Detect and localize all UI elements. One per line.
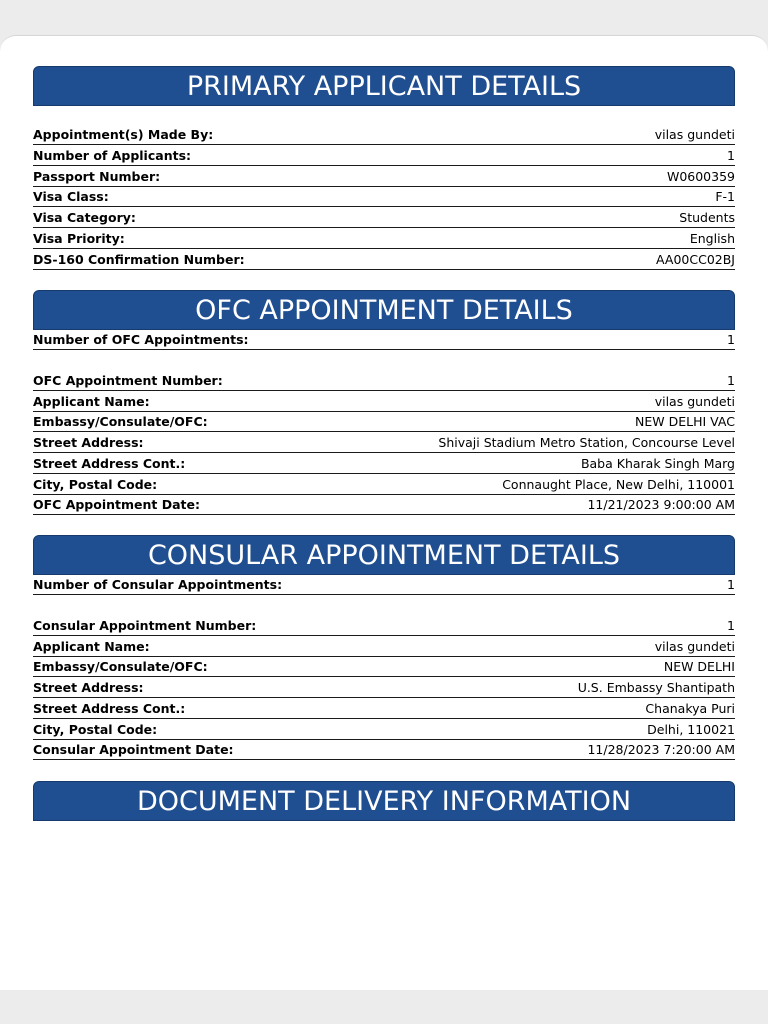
ofc-row-applicant-name [33, 392, 735, 412]
row-value: 11/28/2023 7:20:00 AM [587, 742, 735, 757]
primary-row-number-of-applicants [33, 146, 735, 166]
row-value: vilas gundeti [654, 639, 735, 654]
row-label: Visa Priority: [33, 231, 125, 246]
document-delivery-header: DOCUMENT DELIVERY INFORMATION [33, 781, 735, 821]
ofc-row-appointment-date [33, 495, 735, 515]
consular-row-city-postal [33, 720, 735, 740]
consular-row-applicant-name [33, 637, 735, 657]
row-label: Applicant Name: [33, 394, 150, 409]
row-value: AA00CC02BJ [656, 252, 735, 267]
consular-appointment-header: CONSULAR APPOINTMENT DETAILS [33, 535, 735, 575]
row-label: Street Address Cont.: [33, 456, 186, 471]
row-label: Applicant Name: [33, 639, 150, 654]
ofc-row-number-of-appointments [33, 330, 735, 350]
row-value: F-1 [715, 189, 735, 204]
row-value: Baba Kharak Singh Marg [580, 456, 735, 471]
row-value: Students [679, 210, 735, 225]
row-value: NEW DELHI VAC [635, 414, 735, 429]
consular-row-number-of-appointments [33, 575, 735, 595]
row-value: Delhi, 110021 [647, 722, 735, 737]
row-value: NEW DELHI [663, 659, 735, 674]
row-label: City, Postal Code: [33, 477, 158, 492]
consular-row-appointment-number [33, 616, 735, 636]
row-label: DS-160 Confirmation Number: [33, 252, 245, 267]
page-bottom-gap [0, 990, 768, 1024]
row-label: Embassy/Consulate/OFC: [33, 659, 208, 674]
row-value: 1 [727, 332, 735, 347]
row-label: Consular Appointment Date: [33, 742, 234, 757]
row-label: Embassy/Consulate/OFC: [33, 414, 208, 429]
consular-row-street-address [33, 678, 735, 698]
row-label: OFC Appointment Number: [33, 373, 223, 388]
primary-row-visa-category [33, 208, 735, 228]
row-label: Street Address: [33, 680, 144, 695]
row-value: Connaught Place, New Delhi, 110001 [502, 477, 735, 492]
row-value: Chanakya Puri [645, 701, 735, 716]
consular-row-street-address-cont [33, 699, 735, 719]
row-value: W0600359 [666, 169, 735, 184]
row-label: Number of Applicants: [33, 148, 192, 163]
row-value: 1 [727, 577, 735, 592]
primary-row-ds160-confirmation [33, 250, 735, 270]
row-label: City, Postal Code: [33, 722, 158, 737]
row-label: Number of OFC Appointments: [33, 332, 249, 347]
primary-row-passport-number [33, 167, 735, 187]
row-value: 1 [727, 148, 735, 163]
row-label: Visa Class: [33, 189, 109, 204]
ofc-row-city-postal [33, 475, 735, 495]
ofc-row-embassy [33, 412, 735, 432]
consular-row-embassy [33, 657, 735, 677]
ofc-appointment-header: OFC APPOINTMENT DETAILS [33, 290, 735, 330]
primary-row-visa-priority [33, 229, 735, 249]
row-label: Visa Category: [33, 210, 136, 225]
row-value: English [689, 231, 735, 246]
row-value: 11/21/2023 9:00:00 AM [587, 497, 735, 512]
row-value: U.S. Embassy Shantipath [577, 680, 735, 695]
row-value: vilas gundeti [654, 127, 735, 142]
consular-row-appointment-date [33, 740, 735, 760]
primary-row-appointment-made-by [33, 125, 735, 145]
row-label: Street Address: [33, 435, 144, 450]
row-label: Number of Consular Appointments: [33, 577, 283, 592]
ofc-row-street-address-cont [33, 454, 735, 474]
row-label: Passport Number: [33, 169, 161, 184]
primary-applicant-header: PRIMARY APPLICANT DETAILS [33, 66, 735, 106]
primary-row-visa-class [33, 187, 735, 207]
ofc-row-street-address [33, 433, 735, 453]
row-label: Consular Appointment Number: [33, 618, 257, 633]
row-label: OFC Appointment Date: [33, 497, 200, 512]
row-value: 1 [727, 618, 735, 633]
row-value: 1 [727, 373, 735, 388]
ofc-row-appointment-number [33, 371, 735, 391]
row-label: Street Address Cont.: [33, 701, 186, 716]
row-value: vilas gundeti [654, 394, 735, 409]
row-label: Appointment(s) Made By: [33, 127, 214, 142]
row-value: Shivaji Stadium Metro Station, Concourse Level [438, 435, 735, 450]
